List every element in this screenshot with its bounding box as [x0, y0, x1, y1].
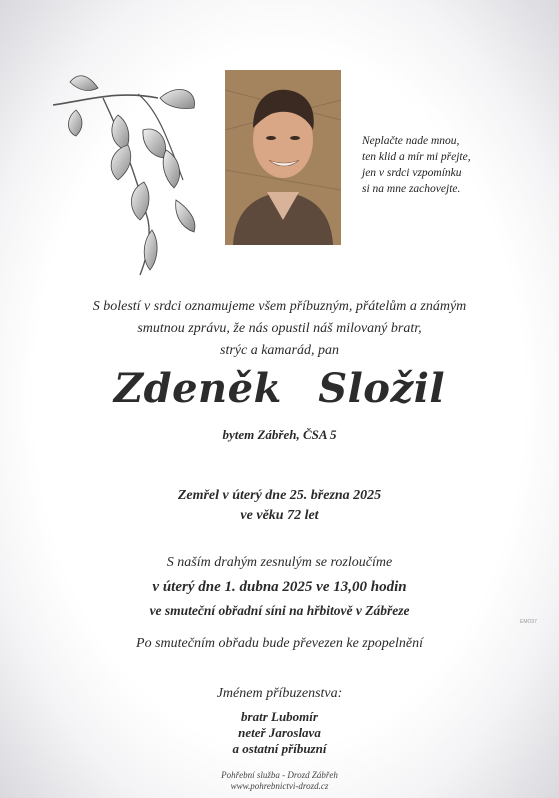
- footer-company: Pohřební služba - Drozd Zábřeh: [221, 770, 338, 780]
- farewell-intro: S naším drahým zesnulým se rozloučíme: [166, 555, 393, 570]
- poem-line: si na mne zachovejte.: [362, 183, 461, 195]
- poem: [362, 133, 522, 197]
- intro-line: strýc a kamarád, pan: [220, 343, 339, 358]
- deceased-address: bytem Zábřeh, ČSA 5: [222, 427, 337, 442]
- family-intro: Jménem příbuzenstva:: [216, 686, 343, 701]
- template-code: EMO37: [520, 619, 537, 625]
- cremation-note: Po smutečním obřadu bude převezen ke zpopelnění: [136, 636, 423, 651]
- family-members: [0, 709, 559, 757]
- footer: [0, 770, 559, 792]
- farewell-date: v úterý dne 1. dubna 2025 ve 13,00 hodin: [152, 579, 407, 595]
- family-member: a ostatní příbuzní: [232, 741, 327, 756]
- leaf-branch-icon: [48, 70, 208, 280]
- announcement-intro: [0, 296, 559, 362]
- family-member: bratr Lubomír: [241, 709, 318, 724]
- portrait-illustration: [225, 70, 341, 245]
- poem-line: Neplačte nade mnou,: [362, 135, 460, 147]
- intro-line: S bolestí v srdci oznamujeme všem příbuzným, přátelům a známým: [92, 299, 467, 314]
- death-age: ve věku 72 let: [240, 508, 319, 523]
- farewell-place: ve smuteční obřadní síni na hřbitově v Zábřeze: [149, 603, 410, 618]
- poem-line: ten klid a mír mi přejte,: [362, 151, 471, 163]
- death-info: [0, 486, 559, 526]
- family-member: neteř Jaroslava: [238, 725, 321, 740]
- footer-website: www.pohrebnictvi-drozd.cz: [230, 781, 329, 791]
- intro-line: smutnou zprávu, že nás opustil náš milovaný bratr,: [137, 321, 422, 336]
- deceased-name: Zdeněk Složil: [113, 365, 446, 412]
- portrait-photo: [225, 70, 341, 245]
- poem-line: jen v srdci vzpomínku: [362, 167, 462, 179]
- death-date: Zemřel v úterý dne 25. března 2025: [177, 488, 382, 503]
